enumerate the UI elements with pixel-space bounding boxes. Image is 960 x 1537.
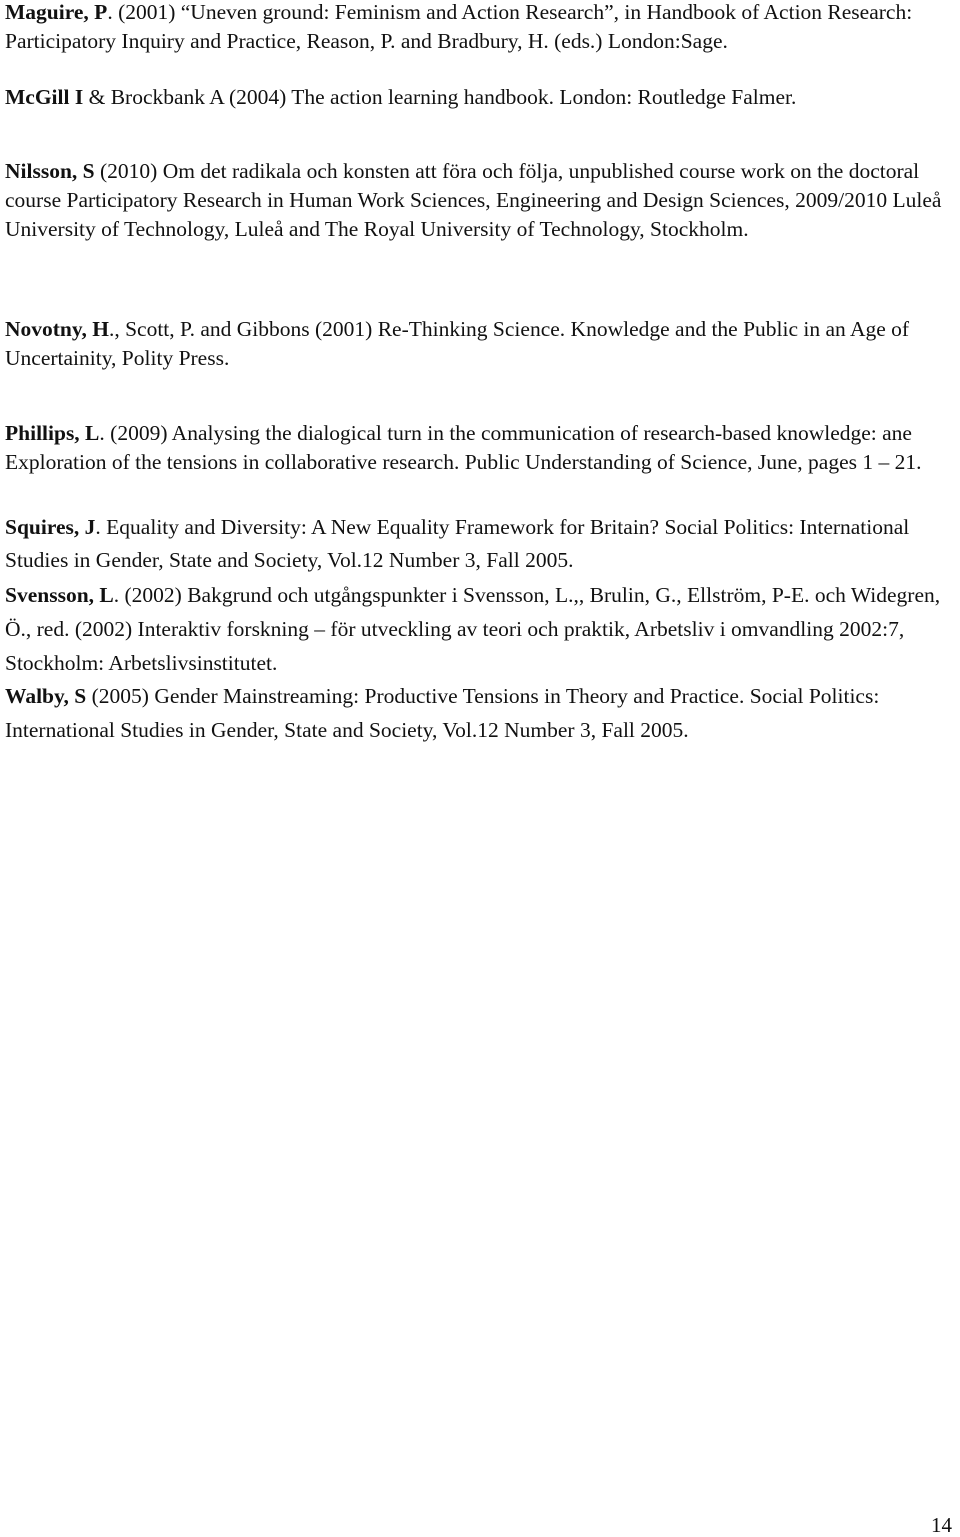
reference-author: Svensson, L [5, 583, 114, 607]
reference-author: McGill I [5, 85, 84, 109]
reference-nilsson [5, 157, 955, 244]
reference-phillips [5, 419, 955, 477]
reference-author: Novotny, H [5, 317, 109, 341]
reference-walby [5, 679, 955, 747]
reference-mcgill [5, 83, 955, 112]
reference-text: . (2001) “Uneven ground: Feminism and Action Research”, in Handbook of Action Research: Participatory Inquiry and Practice, Reason, P. and Bradbury, H. (eds.) London:Sage. [5, 0, 913, 53]
page-number: 14 [931, 1513, 952, 1537]
reference-text: . (2009) Analysing the dialogical turn in the communication of research-based knowledge: ane Exploration of the tensions in collaborative research. Public Understanding of Science, June, pages 1 – 21. [5, 421, 922, 474]
reference-text: . Equality and Diversity: A New Equality Framework for Britain? Social Politics: International Studies in Gender, State and Society, Vol.12 Number 3, Fall 2005. [5, 515, 910, 572]
reference-squires [5, 511, 955, 577]
reference-text: ., Scott, P. and Gibbons (2001) Re-Thinking Science. Knowledge and the Public in an Age of Uncertainity, Polity Press. [5, 317, 910, 370]
reference-author: Walby, S [5, 684, 87, 708]
reference-author: Squires, J [5, 515, 96, 539]
reference-author: Maguire, P [5, 0, 108, 24]
reference-text: (2010) Om det radikala och konsten att föra och följa, unpublished course work on the doctoral course Participatory Research in Human Work Sciences, Engineering and Design Sciences, 2009/2010 Luleå University of Technology, Luleå and The Royal University of Technology, Stockholm. [5, 159, 942, 241]
reference-maguire [5, 0, 955, 56]
reference-text: . (2002) Bakgrund och utgångspunkter i Svensson, L.,, Brulin, G., Ellström, P-E. och Widegren, Ö., red. (2002) Interaktiv forskning – för utveckling av teori och praktik, Arbetsliv i omvandling 2002:7, Stockholm: Arbetslivsinstitutet. [5, 583, 941, 675]
reference-text: (2005) Gender Mainstreaming: Productive Tensions in Theory and Practice. Social Politics: International Studies in Gender, State and Society, Vol.12 Number 3, Fall 2005. [5, 684, 880, 742]
reference-text: & Brockbank A (2004) The action learning handbook. London: Routledge Falmer. [83, 85, 797, 109]
reference-author: Nilsson, S [5, 159, 95, 183]
reference-novotny [5, 315, 955, 373]
reference-svensson [5, 578, 955, 680]
reference-author: Phillips, L [5, 421, 100, 445]
